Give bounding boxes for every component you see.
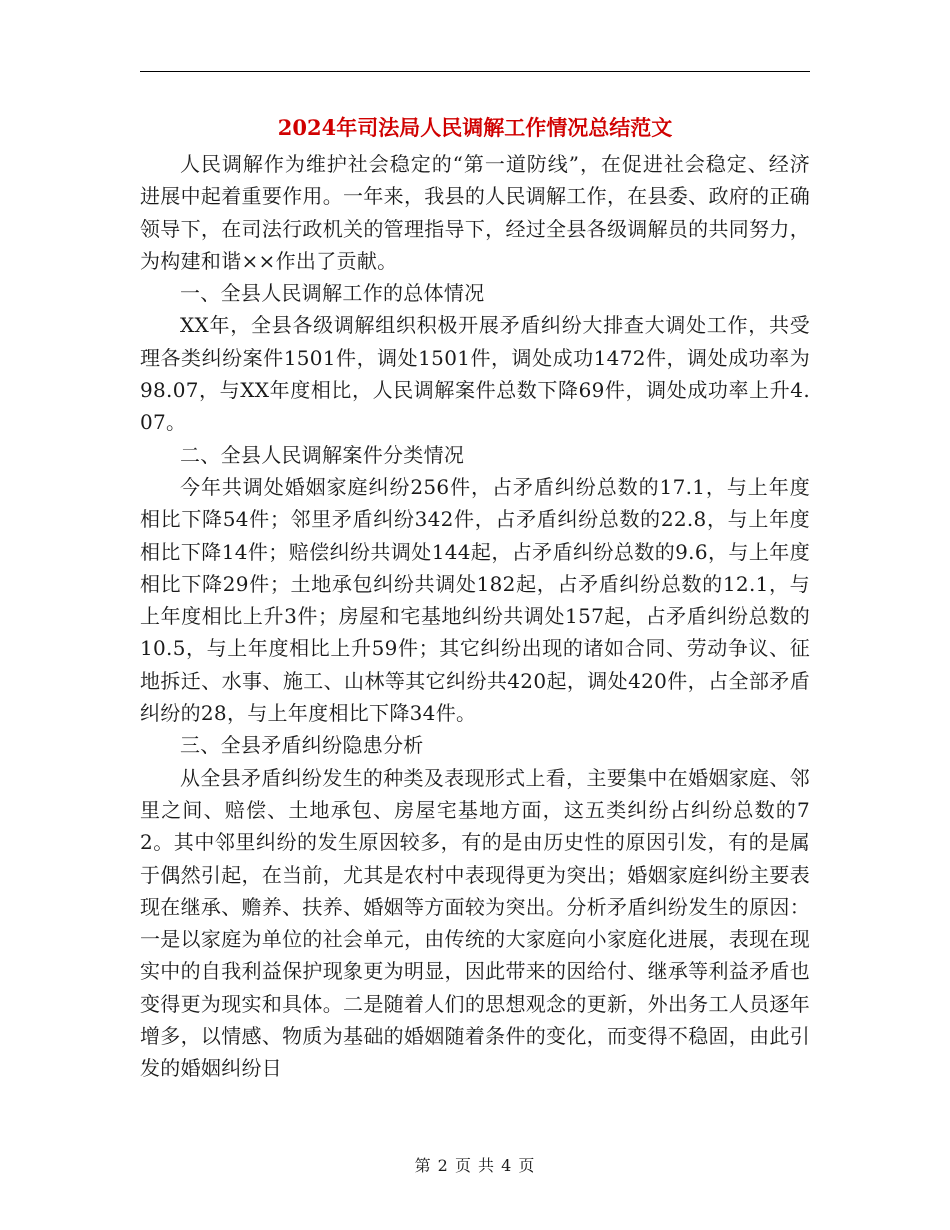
header-rule bbox=[140, 71, 810, 72]
paragraph-categories: 今年共调处婚姻家庭纠纷256件，占矛盾纠纷总数的17.1，与上年度相比下降54件；邻里矛盾纠纷342件，占矛盾纠纷总数的22.8，与上年度相比下降14件；赔偿纠纷共调处144起，占矛盾纠纷总数的9.6，与上年度相比下降29件；土地承包纠纷共调处182起，占矛盾纠纷总数的12.1，与上年度相比上升3件；房屋和宅基地纠纷共调处157起，占矛盾纠纷总数的10.5，与上年度相比上升59件；其它纠纷出现的诸如合同、劳动争议、征地拆迁、水事、施工、山林等其它纠纷共420起，调处420件，占全部矛盾纠纷的28，与上年度相比下降34件。 bbox=[140, 474, 810, 726]
page-number: 第 2 页 共 4 页 bbox=[414, 1156, 536, 1175]
paragraph-overview: XX年，全县各级调解组织积极开展矛盾纠纷大排查大调处工作，共受理各类纠纷案件1501件，调处1501件，调处成功1472件，调处成功率为98.07，与XX年度相比，人民调解案件总数下降69件，调处成功率上升4.07。 bbox=[140, 313, 810, 435]
document-body bbox=[140, 148, 810, 1085]
document-title: 2024年司法局人民调解工作情况总结范文 bbox=[277, 115, 673, 140]
paragraph-intro: 人民调解作为维护社会稳定的“第一道防线”，在促进社会稳定、经济进展中起着重要作用。一年来，我县的人民调解工作，在县委、政府的正确领导下，在司法行政机关的管理指导下，经过全县各级调解员的共同努力，为构建和谐××作出了贡献。 bbox=[140, 152, 810, 273]
paragraph-analysis: 从全县矛盾纠纷发生的种类及表现形式上看，主要集中在婚姻家庭、邻里之间、赔偿、土地承包、房屋宅基地方面，这五类纠纷占纠纷总数的72。其中邻里纠纷的发生原因较多，有的是由历史性的原因引发，有的是属于偶然引起，在当前，尤其是农村中表现得更为突出；婚姻家庭纠纷主要表现在继承、赡养、扶养、婚姻等方面较为突出。分析矛盾纠纷发生的原因：一是以家庭为单位的社会单元，由传统的大家庭向小家庭化进展，表现在现实中的自我利益保护现象更为明显，因此带来的因给付、继承等利益矛盾也变得更为现实和具体。二是随着人们的思想观念的更新，外出务工人员逐年增多，以情感、物质为基础的婚姻随着条件的变化，而变得不稳固，由此引发的婚姻纠纷日 bbox=[140, 765, 810, 1081]
section-heading-2: 二、全县人民调解案件分类情况 bbox=[180, 442, 465, 467]
section-heading-3: 三、全县矛盾纠纷隐患分析 bbox=[180, 733, 424, 758]
section-heading-1: 一、全县人民调解工作的总体情况 bbox=[180, 281, 485, 306]
